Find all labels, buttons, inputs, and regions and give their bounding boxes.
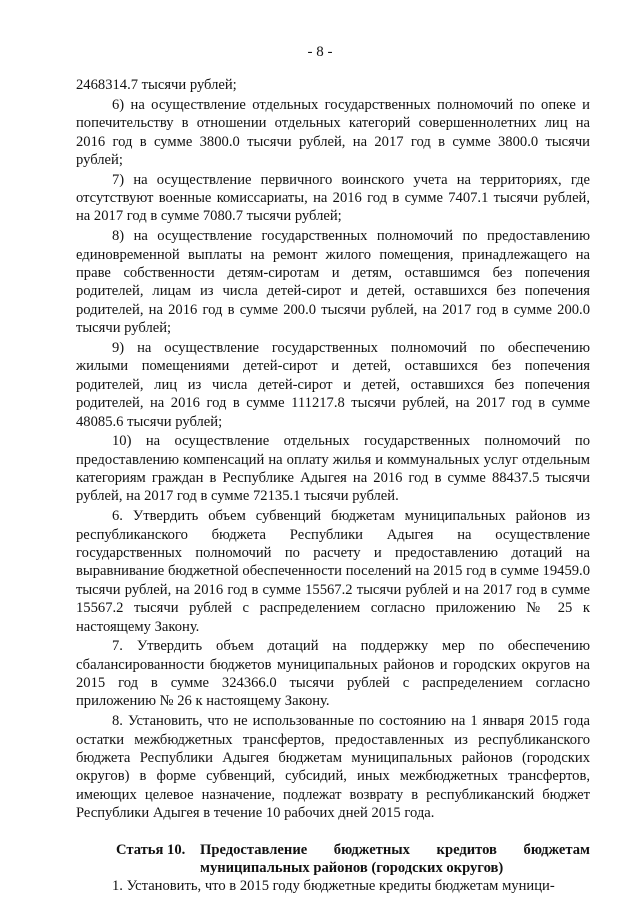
article-label: Статья 10. — [116, 841, 186, 858]
article-heading — [76, 841, 590, 878]
paragraph-item-10: 10) на осуществление отдельных государственных полномочий по предоставлению компенсаций на оплату жилья и коммунальных услуг отдельным категориям граждан в Республике Адыгея на 2016 год в сумме 88437.5 тысячи рублей, на 2017 год в сумме 72135.1 тысячи рублей. — [76, 433, 590, 505]
paragraph-item-7: 7) на осуществление первичного воинского учета на территориях, где отсутствуют военные комиссариаты, на 2016 год в сумме 7407.1 тысячи рублей, на 2017 год в сумме 7080.7 тысячи рублей; — [76, 171, 590, 225]
page-number: - 8 - — [307, 44, 333, 60]
paragraph-item-8: 8) на осуществление государственных полномочий по предоставлению единовременной выплаты на ремонт жилого помещения, принадлежащего на праве собственности детям-сиротам и детям, оставшимся без попечения родителей, лицам из числа детей-сирот и детей, оставшихся без попечения родителей, на 2016 год в сумме 200.0 тысячи рублей, на 2017 год в сумме 200.0 тысячи рублей; — [76, 228, 590, 337]
paragraph-clause-7: 7. Утвердить объем дотаций на поддержку мер по обеспечению сбалансированности бюджетов муниципальных районов и городских округов на 2015 год в сумме 324366.0 тысячи рублей с распределением согласно приложению № 26 к настоящему Закону. — [76, 638, 590, 710]
paragraph-item-6: 6) на осуществление отдельных государственных полномочий по опеке и попечительству в отношении отдельных категорий совершеннолетних лиц на 2016 год в сумме 3800.0 тысячи рублей, на 2017 год в сумме 3800.0 тысячи рублей; — [76, 96, 590, 168]
paragraph-clause-8: 8. Установить, что не использованные по состоянию на 1 января 2015 года остатки межбюджетных трансфертов, предоставленных из республиканского бюджета Республики Адыгея бюджетам муниципальных районов (городских округов) в форме субвенций, субсидий, иных межбюджетных трансфертов, имеющих целевое назначение, подлежат возврату в республиканский бюджет Республики Адыгея в течение 10 рабочих дней 2015 года. — [76, 713, 590, 822]
paragraph-item-9: 9) на осуществление государственных полномочий по обеспечению жилыми помещениями детей-сирот и детей, оставшихся без попечения родителей, лиц из числа детей-сирот и детей, оставшихся без попечения родителей, на 2016 год в сумме 111217.8 тысячи рублей, на 2017 год в сумме 48085.6 тысячи рублей; — [76, 339, 590, 430]
paragraph-clause-6: 6. Утвердить объем субвенций бюджетам муниципальных районов из республиканского бюджета Республики Адыгея на осуществление государственных полномочий по расчету и предоставлению дотаций на выравнивание бюджетной обеспеченности поселений на 2015 год в сумме 19459.0 тысячи рублей, на 2016 год в сумме 15567.2 тысячи рублей и на 2017 год в сумме 15567.2 тысячи рублей с распределением согласно приложению № 25 к настоящему Закону. — [76, 508, 590, 635]
document-body — [76, 76, 590, 897]
paragraph-article-clause-1: 1. Установить, что в 2015 году бюджетные кредиты бюджетам муници- — [112, 878, 555, 895]
article-title: Предоставление бюджетных кредитов бюджетам муниципальных районов (городских округов) — [200, 841, 590, 877]
paragraph-continuation: 2468314.7 тысячи рублей; — [76, 77, 237, 93]
